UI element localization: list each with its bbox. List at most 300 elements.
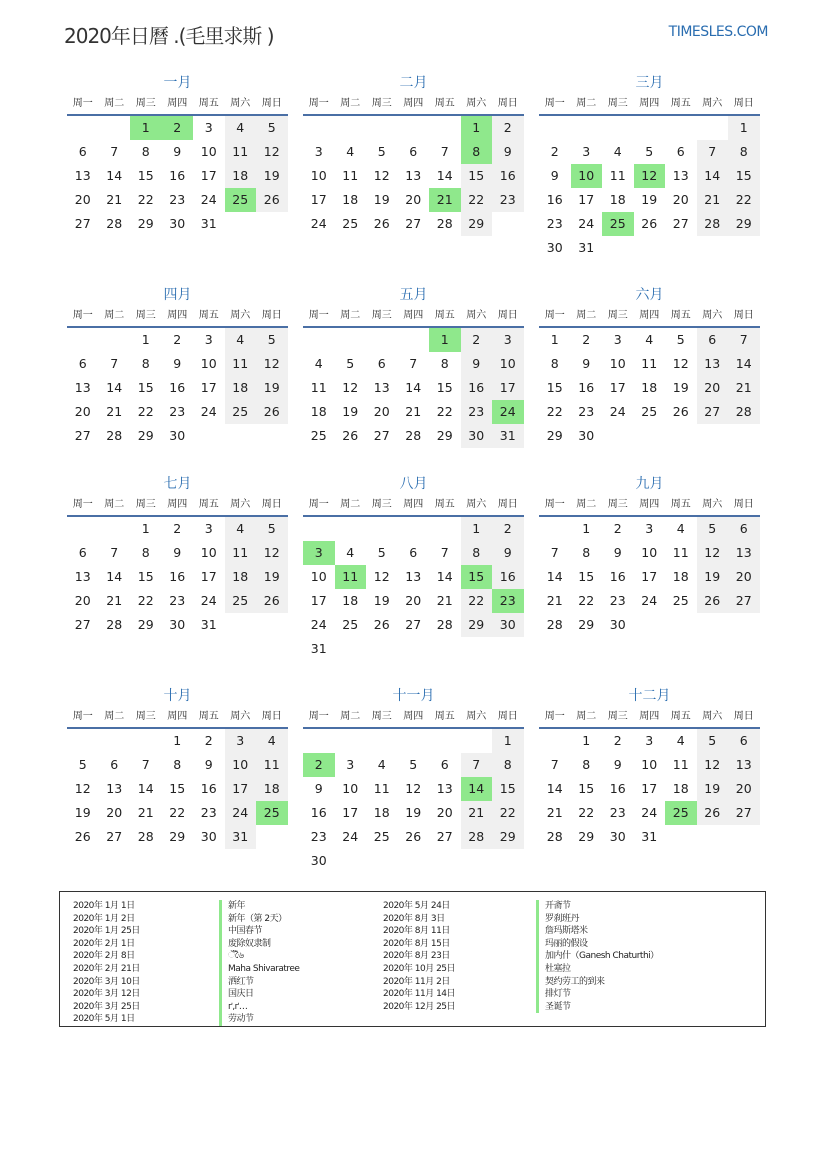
day-cell: 12 [342, 380, 359, 395]
day-cell: 29 [137, 428, 154, 443]
day-cell: 19 [697, 777, 729, 801]
day-cell: 24 [200, 404, 217, 419]
legend-holiday-name: 詹玛斯塔米 [536, 925, 756, 938]
day-cell: 17 [225, 777, 257, 801]
day-cell: 7 [550, 545, 559, 560]
weekday-label: 周四 [167, 310, 188, 321]
weekday-label: 周六 [230, 310, 251, 321]
day-cell: 6 [728, 729, 760, 753]
day-grid [303, 729, 524, 873]
weekday-label: 周四 [403, 310, 424, 321]
day-cell: 28 [436, 617, 453, 632]
empty-day-cell [67, 328, 99, 352]
legend-holiday-name: 洒红节 [219, 976, 369, 989]
legend-names-right [536, 900, 756, 1013]
weekday-header [539, 707, 760, 729]
day-cell: 28 [106, 216, 123, 231]
day-cell: 2 [461, 328, 493, 352]
day-cell: 29 [461, 212, 493, 236]
day-cell: 10 [342, 781, 359, 796]
day-cell: 7 [110, 356, 119, 371]
day-cell: 25 [310, 428, 327, 443]
weekday-label: 周日 [733, 499, 754, 510]
empty-day-cell [461, 729, 493, 753]
weekday-label: 周二 [340, 499, 361, 510]
legend-holiday-name: 罗刹班丹 [536, 913, 756, 926]
weekday-label: 周日 [497, 98, 518, 109]
day-cell: 22 [137, 593, 154, 608]
weekday-label: 周六 [230, 711, 251, 722]
month-name: 五月 [399, 287, 428, 303]
day-cell: 16 [200, 781, 217, 796]
day-cell: 17 [641, 569, 658, 584]
day-cell: 16 [609, 781, 626, 796]
holiday-day-cell: 2 [162, 116, 194, 140]
day-cell: 29 [137, 617, 154, 632]
weekday-label: 周四 [167, 711, 188, 722]
day-cell: 25 [672, 593, 689, 608]
day-cell: 2 [173, 521, 182, 536]
day-cell: 22 [461, 188, 493, 212]
day-cell: 25 [342, 216, 359, 231]
day-cell: 1 [550, 332, 559, 347]
day-cell: 14 [697, 164, 729, 188]
day-cell: 20 [373, 404, 390, 419]
day-cell: 29 [436, 428, 453, 443]
day-cell: 31 [641, 829, 658, 844]
weekday-label: 周三 [135, 98, 156, 109]
month-name: 一月 [163, 75, 192, 91]
day-cell: 25 [641, 404, 658, 419]
day-cell: 5 [256, 116, 288, 140]
day-cell: 28 [436, 216, 453, 231]
legend-names-left [219, 900, 369, 1026]
month-name: 二月 [399, 75, 428, 91]
day-cell: 17 [200, 569, 217, 584]
day-cell: 8 [492, 753, 524, 777]
day-cell: 7 [697, 140, 729, 164]
weekday-label: 周一 [72, 310, 93, 321]
day-cell: 15 [492, 777, 524, 801]
day-cell: 7 [141, 757, 150, 772]
legend-holiday-name: Maha Shivaratree [219, 963, 369, 976]
weekday-label: 周一 [308, 310, 329, 321]
weekday-label: 周四 [403, 499, 424, 510]
holiday-day-cell: 3 [303, 541, 335, 565]
day-cell: 14 [436, 168, 453, 183]
empty-day-cell [67, 729, 99, 753]
day-cell: 6 [697, 328, 729, 352]
empty-day-cell [99, 729, 131, 753]
day-cell: 15 [578, 569, 595, 584]
holiday-day-cell: 1 [461, 116, 493, 140]
legend-holiday-name: 新年（第 2天） [219, 913, 369, 926]
day-cell: 6 [409, 545, 418, 560]
day-cell: 24 [310, 216, 327, 231]
weekday-label: 周六 [230, 499, 251, 510]
day-cell: 1 [141, 332, 150, 347]
day-cell: 30 [546, 240, 563, 255]
day-cell: 20 [405, 192, 422, 207]
day-cell: 13 [405, 168, 422, 183]
weekday-label: 周日 [497, 711, 518, 722]
day-cell: 5 [645, 144, 654, 159]
day-cell: 28 [546, 617, 563, 632]
day-cell: 22 [578, 805, 595, 820]
day-cell: 13 [405, 569, 422, 584]
legend-holiday-name: 国庆日 [219, 988, 369, 1001]
holiday-day-cell: 25 [665, 801, 697, 825]
day-cell: 17 [609, 380, 626, 395]
day-cell: 7 [550, 757, 559, 772]
day-cell: 1 [461, 517, 493, 541]
day-cell: 20 [405, 593, 422, 608]
day-cell: 4 [377, 757, 386, 772]
legend-date: 2020年 1月 1日 [73, 901, 135, 911]
day-cell: 30 [609, 617, 626, 632]
empty-day-cell [335, 116, 367, 140]
day-cell: 21 [546, 805, 563, 820]
day-cell: 28 [697, 212, 729, 236]
day-cell: 22 [137, 404, 154, 419]
day-cell: 21 [546, 593, 563, 608]
legend-date: 2020年 3月 10日 [73, 976, 140, 987]
legend-date: 2020年 8月 11日 [383, 926, 450, 937]
holiday-day-cell: 11 [335, 565, 367, 589]
day-cell: 23 [169, 404, 186, 419]
day-cell: 26 [641, 216, 658, 231]
day-cell: 11 [641, 356, 658, 371]
weekday-label: 周四 [403, 98, 424, 109]
day-cell: 27 [728, 589, 760, 613]
weekday-header [67, 94, 288, 116]
day-cell: 19 [256, 565, 288, 589]
weekday-label: 周五 [434, 98, 455, 109]
weekday-label: 周日 [261, 98, 282, 109]
day-cell: 3 [204, 521, 213, 536]
day-cell: 6 [728, 517, 760, 541]
day-cell: 4 [225, 116, 257, 140]
day-cell: 10 [641, 545, 658, 560]
holiday-day-cell: 12 [634, 164, 666, 188]
day-cell: 4 [613, 144, 622, 159]
day-cell: 22 [137, 192, 154, 207]
weekday-label: 周二 [576, 499, 597, 510]
day-cell: 17 [578, 192, 595, 207]
weekday-header [539, 94, 760, 116]
day-cell: 30 [169, 428, 186, 443]
legend-holiday-name: 开斋节 [536, 900, 756, 913]
day-cell: 3 [314, 144, 323, 159]
day-cell: 25 [373, 829, 390, 844]
weekday-label: 周四 [639, 310, 660, 321]
empty-day-cell [697, 116, 729, 140]
empty-day-cell [366, 116, 398, 140]
empty-day-cell [303, 328, 335, 352]
day-cell: 4 [225, 328, 257, 352]
weekday-label: 周五 [434, 499, 455, 510]
day-cell: 28 [546, 829, 563, 844]
weekday-label: 周四 [639, 711, 660, 722]
month-name: 九月 [635, 476, 664, 492]
day-cell: 18 [641, 380, 658, 395]
day-cell: 11 [672, 757, 689, 772]
day-cell: 19 [373, 192, 390, 207]
day-cell: 19 [256, 164, 288, 188]
weekday-label: 周五 [670, 499, 691, 510]
day-cell: 9 [173, 144, 182, 159]
legend-date: 2020年 3月 12日 [73, 989, 140, 1000]
holiday-day-cell: 23 [492, 589, 524, 613]
day-cell: 26 [373, 216, 390, 231]
legend-date: 2020年 10月 25日 [383, 963, 456, 974]
month-name: 十二月 [628, 688, 671, 704]
legend-date: 2020年 5月 1日 [73, 1014, 135, 1025]
day-cell: 27 [106, 829, 123, 844]
day-cell: 6 [78, 356, 87, 371]
day-cell: 22 [461, 589, 493, 613]
weekday-label: 周一 [308, 98, 329, 109]
day-cell: 8 [141, 356, 150, 371]
day-cell: 26 [256, 188, 288, 212]
empty-day-cell [99, 116, 131, 140]
holiday-day-cell: 8 [461, 140, 493, 164]
month-calendar [539, 284, 760, 448]
day-cell: 19 [342, 404, 359, 419]
weekday-label: 周五 [198, 711, 219, 722]
day-cell: 25 [225, 589, 257, 613]
day-cell: 8 [582, 757, 591, 772]
empty-day-cell [366, 517, 398, 541]
holiday-day-cell: 1 [130, 116, 162, 140]
day-cell: 8 [550, 356, 559, 371]
day-cell: 16 [310, 805, 327, 820]
day-cell: 8 [461, 541, 493, 565]
day-cell: 18 [225, 376, 257, 400]
empty-day-cell [67, 517, 99, 541]
day-cell: 22 [728, 188, 760, 212]
day-cell: 23 [169, 593, 186, 608]
weekday-label: 周五 [198, 499, 219, 510]
month-calendar [303, 685, 524, 873]
day-cell: 5 [697, 517, 729, 541]
weekday-label: 周三 [135, 499, 156, 510]
holiday-day-cell: 21 [429, 188, 461, 212]
day-cell: 15 [137, 380, 154, 395]
month-calendar [303, 473, 524, 661]
day-cell: 24 [310, 617, 327, 632]
day-cell: 12 [697, 753, 729, 777]
legend-holiday-name: 加内什（Ganesh Chaturthi） [536, 950, 756, 963]
empty-day-cell [67, 116, 99, 140]
day-cell: 15 [436, 380, 453, 395]
day-cell: 20 [74, 593, 91, 608]
day-cell: 29 [546, 428, 563, 443]
day-cell: 26 [256, 400, 288, 424]
day-cell: 29 [137, 216, 154, 231]
empty-day-cell [429, 729, 461, 753]
day-cell: 6 [78, 545, 87, 560]
day-cell: 5 [256, 517, 288, 541]
empty-day-cell [539, 517, 571, 541]
weekday-label: 周二 [340, 310, 361, 321]
legend-dates-right [383, 900, 533, 1013]
day-cell: 28 [106, 428, 123, 443]
day-cell: 12 [256, 140, 288, 164]
day-cell: 28 [728, 400, 760, 424]
day-grid [303, 517, 524, 661]
day-cell: 7 [461, 753, 493, 777]
day-cell: 15 [137, 168, 154, 183]
day-cell: 6 [377, 356, 386, 371]
day-cell: 16 [578, 380, 595, 395]
weekday-label: 周一 [544, 499, 565, 510]
weekday-label: 周五 [198, 310, 219, 321]
weekday-label: 周一 [308, 499, 329, 510]
empty-day-cell [398, 328, 430, 352]
weekday-label: 周一 [544, 711, 565, 722]
day-cell: 10 [200, 356, 217, 371]
weekday-header [303, 707, 524, 729]
day-cell: 1 [492, 729, 524, 753]
day-cell: 7 [110, 144, 119, 159]
empty-day-cell [665, 116, 697, 140]
day-cell: 27 [373, 428, 390, 443]
day-cell: 14 [546, 569, 563, 584]
day-cell: 26 [256, 589, 288, 613]
weekday-label: 周日 [261, 711, 282, 722]
weekday-label: 周二 [576, 310, 597, 321]
day-cell: 27 [405, 617, 422, 632]
day-cell: 19 [373, 593, 390, 608]
legend-holiday-name: 杜塞拉 [536, 963, 756, 976]
brand-logo[interactable]: TIMESLES.COM [668, 24, 768, 40]
day-cell: 4 [225, 517, 257, 541]
weekday-label: 周三 [371, 310, 392, 321]
day-cell: 31 [578, 240, 595, 255]
legend-date: 2020年 2月 8日 [73, 951, 135, 962]
weekday-label: 周一 [308, 711, 329, 722]
weekday-label: 周三 [607, 711, 628, 722]
day-cell: 1 [582, 733, 591, 748]
day-cell: 10 [641, 757, 658, 772]
day-cell: 6 [676, 144, 685, 159]
day-cell: 23 [609, 805, 626, 820]
day-cell: 2 [582, 332, 591, 347]
day-cell: 31 [200, 216, 217, 231]
weekday-label: 周日 [733, 98, 754, 109]
month-calendar [67, 685, 288, 849]
empty-day-cell [366, 328, 398, 352]
day-cell: 16 [609, 569, 626, 584]
day-cell: 13 [74, 569, 91, 584]
day-cell: 13 [672, 168, 689, 183]
weekday-label: 周二 [104, 499, 125, 510]
day-cell: 6 [409, 144, 418, 159]
day-grid [67, 328, 288, 448]
weekday-label: 周五 [670, 711, 691, 722]
empty-day-cell [366, 729, 398, 753]
weekday-label: 周日 [261, 499, 282, 510]
day-cell: 24 [578, 216, 595, 231]
empty-day-cell [99, 517, 131, 541]
day-cell: 20 [672, 192, 689, 207]
day-cell: 11 [373, 781, 390, 796]
empty-day-cell [335, 729, 367, 753]
month-name: 十一月 [392, 688, 435, 704]
day-cell: 12 [697, 541, 729, 565]
month-calendar [303, 284, 524, 448]
weekday-label: 周二 [104, 98, 125, 109]
day-cell: 11 [672, 545, 689, 560]
day-cell: 3 [582, 144, 591, 159]
day-cell: 4 [645, 332, 654, 347]
holiday-day-cell: 10 [571, 164, 603, 188]
day-cell: 11 [225, 541, 257, 565]
holiday-day-cell: 25 [602, 212, 634, 236]
day-cell: 21 [137, 805, 154, 820]
day-cell: 17 [492, 376, 524, 400]
day-cell: 13 [106, 781, 123, 796]
weekday-label: 周六 [466, 310, 487, 321]
weekday-label: 周六 [702, 711, 723, 722]
legend-date: 2020年 3月 25日 [73, 1001, 140, 1012]
day-cell: 14 [106, 380, 123, 395]
empty-day-cell [335, 328, 367, 352]
day-cell: 20 [728, 777, 760, 801]
day-cell: 21 [461, 801, 493, 825]
day-cell: 17 [310, 192, 327, 207]
day-cell: 12 [672, 356, 689, 371]
legend-holiday-name: 契约劳工的到来 [536, 976, 756, 989]
month-calendar [67, 473, 288, 637]
weekday-label: 周四 [167, 499, 188, 510]
weekday-label: 周三 [607, 310, 628, 321]
day-cell: 13 [436, 781, 453, 796]
day-cell: 19 [74, 805, 91, 820]
weekday-label: 周日 [497, 310, 518, 321]
day-cell: 6 [78, 144, 87, 159]
day-cell: 21 [436, 593, 453, 608]
day-cell: 9 [204, 757, 213, 772]
day-cell: 4 [314, 356, 323, 371]
day-cell: 15 [169, 781, 186, 796]
weekday-label: 周一 [72, 499, 93, 510]
day-grid [67, 517, 288, 637]
day-cell: 16 [461, 376, 493, 400]
day-cell: 23 [546, 216, 563, 231]
day-cell: 26 [342, 428, 359, 443]
day-cell: 27 [672, 216, 689, 231]
legend-holiday-name: 废除奴隶制 [219, 938, 369, 951]
day-cell: 3 [204, 332, 213, 347]
holiday-day-cell: 14 [461, 777, 493, 801]
day-cell: 31 [200, 617, 217, 632]
day-cell: 18 [609, 192, 626, 207]
day-cell: 9 [492, 541, 524, 565]
day-cell: 22 [492, 801, 524, 825]
day-cell: 29 [728, 212, 760, 236]
empty-day-cell [398, 517, 430, 541]
day-cell: 23 [578, 404, 595, 419]
day-cell: 10 [200, 545, 217, 560]
day-cell: 5 [676, 332, 685, 347]
day-cell: 14 [436, 569, 453, 584]
day-grid [303, 328, 524, 448]
day-cell: 26 [672, 404, 689, 419]
day-cell: 15 [578, 781, 595, 796]
day-cell: 8 [173, 757, 182, 772]
